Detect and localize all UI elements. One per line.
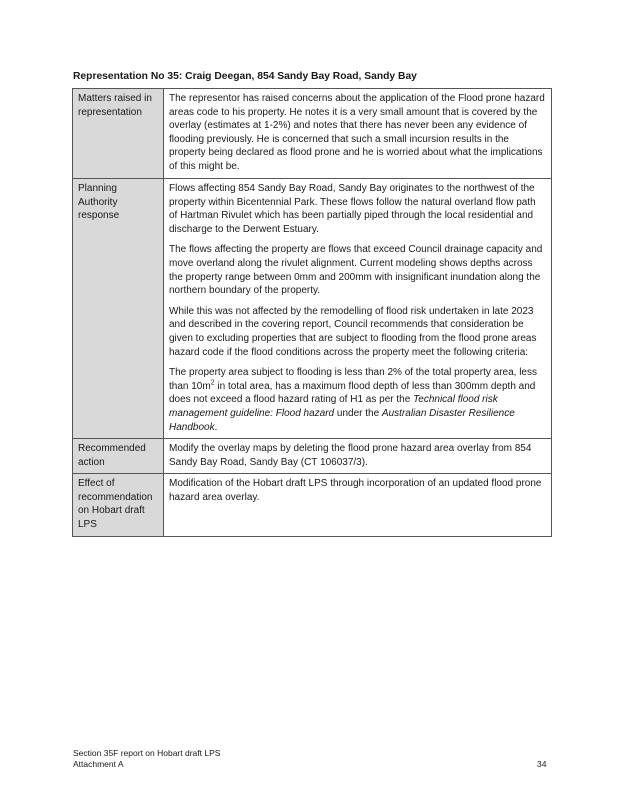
- table-row: [73, 89, 552, 179]
- row-content: [164, 179, 552, 439]
- criteria-paragraph: The property area subject to flooding is less than 2% of the total property area, less than $10m^2$ in total area, has a maximum flood depth of less than 300mm depth and does not exceed a flood hazard rating of H1 as per the Technical flood risk management guideline: Flood hazard under the Australian Disaster Resilience Handbook.: [169, 367, 537, 433]
- table-row: [73, 474, 552, 536]
- row-content: [164, 474, 552, 536]
- footer: [73, 748, 220, 770]
- page-number: 34: [537, 759, 547, 769]
- paragraph: Flows affecting 854 Sandy Bay Road, Sandy Bay originates to the northwest of the property within Bicentennial Park. These flows follow the natural overland flow path of Hartman Rivulet which has been partially piped through the local residential and discharge to the Derwent Estuary.: [169, 183, 536, 235]
- page-heading: Representation No 35: Craig Deegan, 854 Sandy Bay Road, Sandy Bay: [73, 71, 417, 82]
- row-label: Effect of recommendation on Hobart draft LPS: [73, 474, 164, 536]
- table-row: [73, 179, 552, 439]
- footer-line: Attachment A: [73, 759, 124, 769]
- paragraph: Modification of the Hobart draft LPS through incorporation of an updated flood prone hazard area overlay.: [169, 478, 542, 503]
- paragraph: The flows affecting the property are flows that exceed Council drainage capacity and move overland along the rivulet alignment. Current modeling shows depths across the property range between 0mm and 200mm with insignificant inundation along the northern boundary of the property.: [169, 244, 543, 297]
- row-content: [164, 89, 552, 179]
- row-label: Matters raised in representation: [73, 89, 164, 179]
- footer-line: Section 35F report on Hobart draft LPS: [73, 748, 221, 758]
- representation-table: [72, 88, 552, 537]
- paragraph: Modify the overlay maps by deleting the flood prone hazard area overlay from 854 Sandy Bay Road, Sandy Bay (CT 106037/3).: [169, 443, 532, 468]
- row-label: Planning Authority response: [73, 179, 164, 439]
- paragraph: While this was not affected by the remodelling of flood risk undertaken in late 2023 and described in the covering report, Council recommends that consideration be given to excluding properties that are subject to flooding from the flood prone areas hazard code if the flood conditions across the property meet the following criteria:: [169, 305, 537, 358]
- row-label: Recommended action: [73, 439, 164, 474]
- table-row: [73, 439, 552, 474]
- row-content: [164, 439, 552, 474]
- paragraph: The representor has raised concerns about the application of the Flood prone hazard areas code to his property. He notes it is a very small amount that is covered by the overlay (estimates at 1-2%) and notes that there has never been any evidence of flooding previously. He is concerned that such a small incursion results in the property being declared as flood prone and he is worried about what the implications of this might be.: [169, 93, 545, 172]
